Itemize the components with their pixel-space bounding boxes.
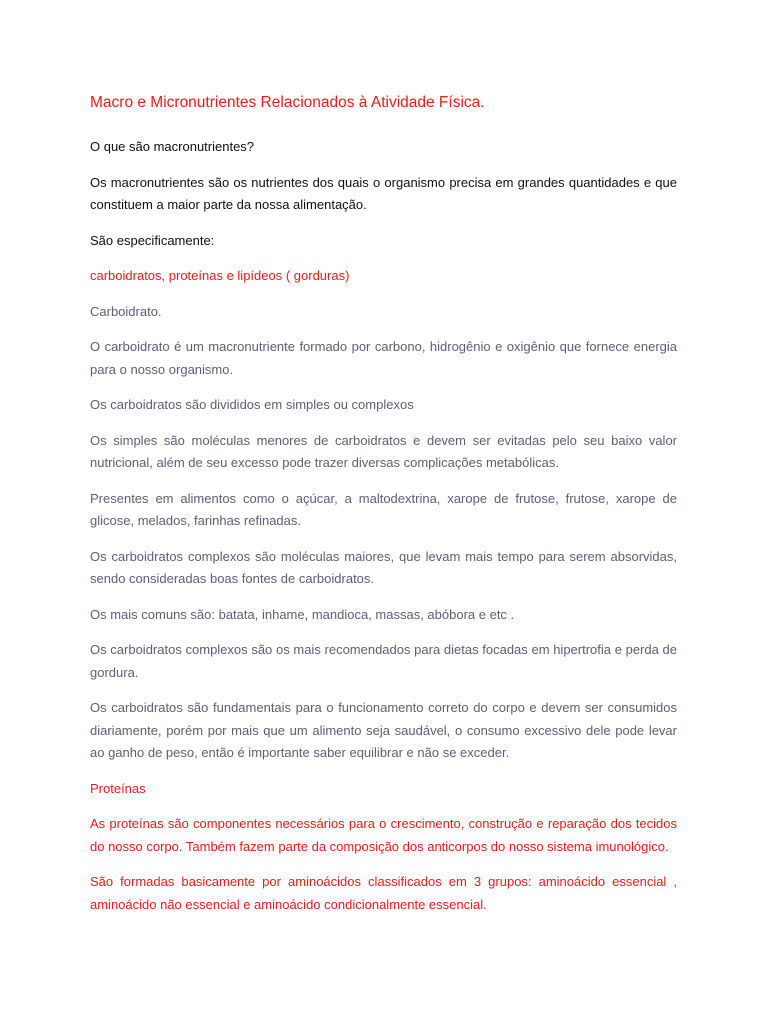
document-page (90, 92, 677, 929)
paragraph-question: O que são macronutrientes? (90, 139, 255, 154)
paragraph-complex-recommended: Os carboidratos complexos são os mais recomendados para dietas focadas em hipertrofia e perda de gordura. (90, 642, 677, 680)
paragraph-simple-sources: Presentes em alimentos como o açúcar, a maltodextrina, xarope de frutose, frutose, xarope de glicose, melados, farinhas refinadas. (90, 490, 677, 528)
section-heading-carboidrato: Carboidrato. (90, 303, 162, 319)
paragraph-carb-definition: O carboidrato é um macronutriente formado por carbono, hidrogênio e oxigênio que fornece energia para o nosso organismo. (90, 339, 677, 377)
paragraph-carb-importance: Os carboidratos são fundamentais para o funcionamento correto do corpo e devem ser consumidos diariamente, porém por mais que um alimento seja saudável, o consumo excessivo dele pode levar ao ganho de peso, então é importante saber equilibrar e não se exceder. (90, 700, 677, 760)
section-heading-proteinas: Proteínas (90, 780, 146, 796)
paragraph-specifically: São especificamente: (90, 232, 215, 248)
document-title: Macro e Micronutrientes Relacionados à Atividade Física. (90, 94, 485, 111)
paragraph-protein-definition: As proteínas são componentes necessários para o crescimento, construção e reparação dos tecidos do nosso corpo. Também fazem parte da composição dos anticorpos do nosso sistema imunológico. (90, 816, 677, 854)
paragraph-complex-examples: Os mais comuns são: batata, inhame, mandioca, massas, abóbora e etc . (90, 606, 515, 622)
paragraph-macros-list: carboidratos, proteínas e lipídeos ( gorduras) (90, 268, 350, 283)
paragraph-simple-carbs: Os simples são moléculas menores de carboidratos e devem ser evitadas pelo seu baixo valor nutricional, além de seu excesso pode trazer diversas complicações metabólicas. (90, 432, 677, 470)
paragraph-definition: Os macronutrientes são os nutrientes dos quais o organismo precisa em grandes quantidades e que constituem a maior parte da nossa alimentação. (90, 174, 677, 212)
paragraph-complex-carbs: Os carboidratos complexos são moléculas maiores, que levam mais tempo para serem absorvidas, sendo consideradas boas fontes de carboidratos. (90, 548, 677, 586)
paragraph-amino-acids: São formadas basicamente por aminoácidos classificados em 3 grupos: aminoácido essencial , aminoácido não essencial e aminoácido condicionalmente essencial. (90, 874, 677, 912)
paragraph-carb-division: Os carboidratos são divididos em simples ou complexos (90, 397, 414, 412)
